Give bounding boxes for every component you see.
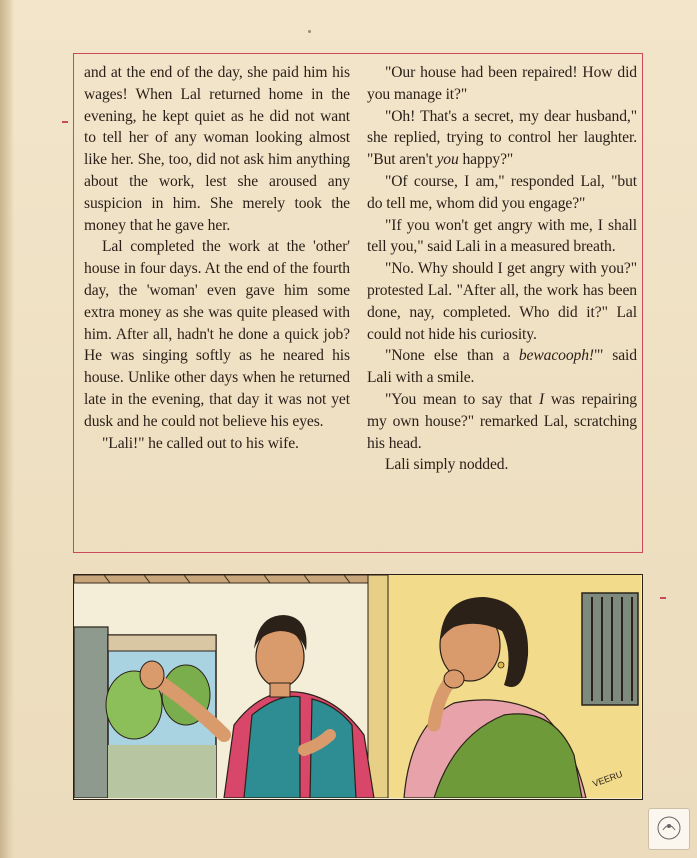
story-paragraph: "If you won't get angry with me, I shall tell you," said Lali in a measured breath. <box>367 216 637 256</box>
story-paragraph: "No. Why should I get angry with you?" protested Lal. "After all, the work has been done, nay, completed. Who did it?" Lal could not hide his curiosity. <box>367 260 637 343</box>
text-segment: "None else than a <box>385 347 519 365</box>
logo-icon <box>654 814 684 844</box>
story-paragraph: "Lali!" he called out to his wife. <box>102 434 299 452</box>
open-door-panel <box>74 627 108 798</box>
story-text-frame <box>73 53 643 553</box>
story-paragraph: Lali simply nodded. <box>385 456 509 474</box>
story-paragraph <box>367 389 637 454</box>
illustration-drawing <box>74 575 641 798</box>
text-segment: was repairing my own house?" remarked Lal, scratching his head. <box>367 390 637 452</box>
story-left-column <box>84 62 350 454</box>
margin-mark <box>62 121 68 123</box>
story-paragraph <box>367 106 637 171</box>
emphasis-text: I <box>538 390 545 408</box>
page-spine-shadow <box>0 0 14 858</box>
roof-beam <box>74 575 374 583</box>
text-segment: "Oh! That's a secret, my dear husband," she replied, trying to control her laughter. "But aren't <box>367 107 637 169</box>
pillar <box>368 575 388 798</box>
story-paragraph: "Our house had been repaired! How did you manage it?" <box>367 64 637 103</box>
story-paragraph: Lal completed the work at the 'other' house in four days. At the end of the fourth day, the 'woman' even gave him some extra money as she was quite pleased with him. After all, hadn't he done a quick job? He was singing softly as he neared his house. Unlike other days when he returned late in the evening, that day it was not yet dusk and he could not believe his eyes. <box>84 238 350 430</box>
emphasis-text: you <box>436 151 459 169</box>
ground-outside <box>108 745 216 798</box>
text-segment: happy?" <box>458 151 514 169</box>
story-paragraph: and at the end of the day, she paid him his wages! When Lal returned home in the evening, he kept quiet as he did not want to tell her of any woman looking almost like her. She, too, did not ask him anything about the work, lest she aroused any suspicion in him. She merely took the money that he gave her. <box>84 64 350 234</box>
door-lintel <box>108 635 216 651</box>
story-illustration <box>73 574 643 800</box>
story-paragraph: "Of course, I am," responded Lal, "but do tell me, whom did you engage?" <box>367 172 637 212</box>
text-segment: "You mean to say that <box>385 390 539 408</box>
story-paragraph <box>367 345 637 389</box>
margin-mark <box>660 597 666 599</box>
print-mark <box>308 30 311 33</box>
text-segment: "' said Lali with a smile. <box>367 347 637 387</box>
story-right-column <box>367 62 637 476</box>
emphasis-text: bewacooph! <box>518 347 595 365</box>
artist-signature: VEERU <box>591 768 624 789</box>
watermark-logo <box>648 808 690 850</box>
window-frame <box>582 593 638 705</box>
